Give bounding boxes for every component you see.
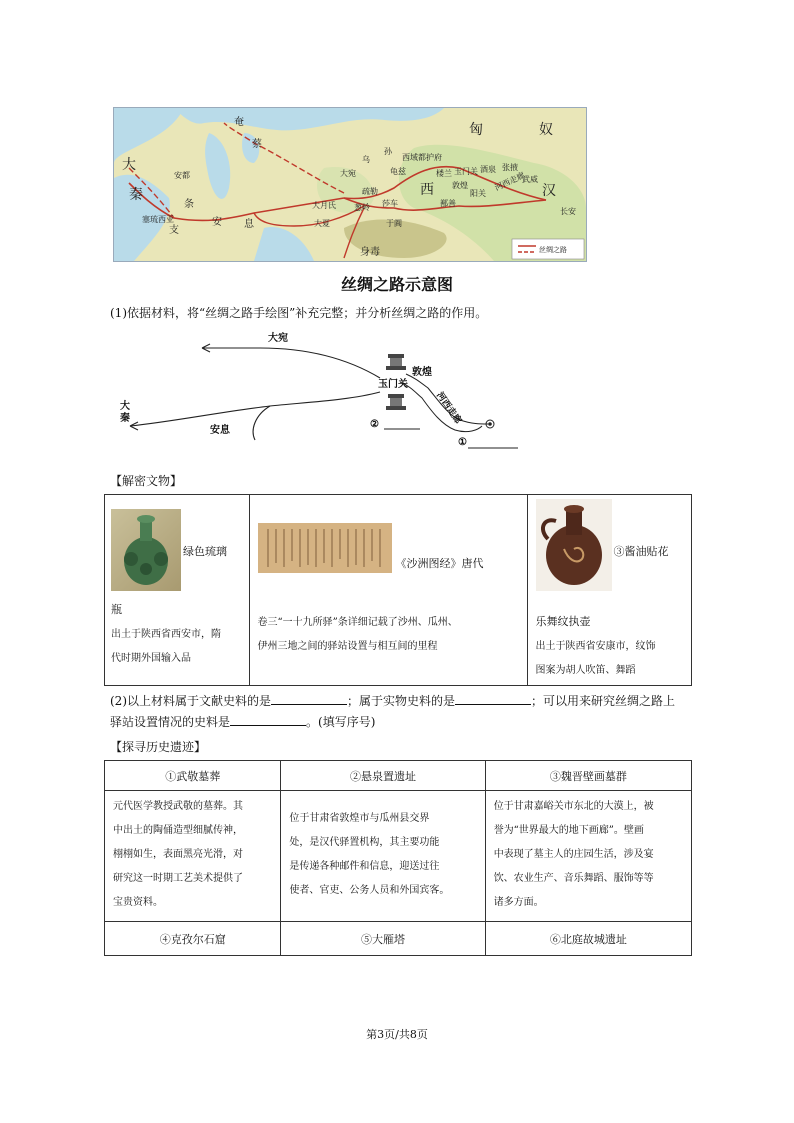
site-3-line: 中表现了墓主人的庄园生活，涉及宴 (493, 849, 654, 860)
relic-2-title: 《沙洲图经》唐代 (395, 557, 484, 570)
map-label-sailing: 塞琉西亚 (142, 215, 174, 224)
site-header-5: ⑤大雁塔 (281, 922, 485, 956)
map-label-xiongnu-1: 匈 (469, 122, 483, 138)
relic-cell-2 (249, 495, 527, 686)
relics-table (104, 494, 692, 686)
site-header-4: ④克孜尔石窟 (105, 922, 281, 956)
site-2-line: 处，是汉代驿置机构，其主要功能 (289, 837, 440, 848)
map-label-dayuan: 大宛 (340, 169, 356, 178)
sketch-label-daqin-2: 秦 (120, 413, 130, 424)
sketch-blank-1: ① (458, 437, 467, 448)
site-1-line: 元代医学教授武敬的墓葬。其 (113, 801, 243, 812)
map-label-da: 大 (122, 157, 136, 173)
question-2 (110, 690, 690, 732)
map-label-shendu: 身毒 (360, 247, 380, 258)
relic-cell-1 (105, 495, 250, 686)
section-sites-heading: 【探寻历史遗迹】 (110, 740, 207, 754)
site-2-line: 是传递各种邮件和信息，迎送过往 (289, 861, 440, 872)
map-label-changan: 长安 (560, 207, 576, 216)
map-graphic (114, 108, 586, 261)
relic-1-desc-2: 代时期外国输入品 (111, 653, 191, 664)
sketch-label-hexi: 河西走廊 (433, 390, 463, 426)
q2-part3: ；可以用来研究丝绸之路上 (531, 694, 676, 708)
relic-3-desc-1: 出土于陕西省安康市，纹饰 (535, 641, 656, 652)
q2-blank-3[interactable] (230, 711, 306, 726)
hand-drawn-sketch (110, 330, 530, 455)
site-2-line: 使者、官吏、公务人员和外国宾客。 (289, 885, 450, 896)
map-label-zhi: 支 (169, 225, 179, 236)
map-label-angdu: 安都 (174, 171, 190, 180)
map-title: 丝绸之路示意图 (340, 275, 453, 294)
map-label-qiuci: 龟兹 (390, 167, 406, 176)
map-label-zhangye: 张掖 (502, 163, 518, 172)
q2-part4: 驿站设置情况的史料是 (110, 715, 231, 729)
site-1-line: 栩栩如生，表面黑亮光滑，对 (113, 849, 243, 860)
map-legend-label: 丝绸之路 (539, 246, 567, 254)
relic-1-desc-1: 出土于陕西省西安市，隋 (111, 629, 221, 640)
site-desc-1 (105, 791, 281, 922)
tower-bottom (386, 394, 406, 410)
site-1-line: 宝贵资料。 (113, 897, 163, 908)
page-footer: 第3页/共8页 (366, 1028, 428, 1041)
map-label-dunhuang: 敦煌 (452, 181, 468, 190)
sketch-label-dayuan: 大宛 (268, 333, 288, 344)
sketch-label-daqin-1: 大 (120, 401, 130, 412)
shazhou-scroll-image (258, 523, 392, 573)
relic-3-title-2: 乐舞纹执壶 (535, 615, 591, 628)
map-label-xi-region: 西 (420, 182, 434, 198)
relic-cell-3 (527, 495, 691, 686)
map-label-daxia: 大夏 (314, 219, 330, 228)
site-2-line: 位于甘肃省敦煌市与瓜州县交界 (289, 813, 430, 824)
site-3-line: 誉为“世界最大的地下画廊”。壁画 (493, 825, 644, 836)
site-header-1: ①武敬墓葬 (105, 761, 281, 791)
sketch-label-dunhuang: 敦煌 (412, 367, 432, 378)
site-3-line: 饮、农业生产、音乐舞蹈、服饰等等 (493, 873, 654, 884)
map-label-yutian: 于阗 (386, 219, 402, 228)
silk-road-map (113, 107, 587, 262)
map-label-xi-anxi: 息 (244, 219, 254, 230)
relic-3-title: ③酱油贴花 (613, 545, 669, 558)
map-label-wu: 乌 (362, 155, 370, 164)
map-label-an: 安 (212, 217, 222, 228)
site-desc-2 (281, 791, 485, 922)
q2-part1: (2)以上材料属于文献史料的是 (110, 694, 271, 708)
map-label-loulan: 楼兰 (436, 169, 452, 178)
map-label-yan: 奄 (234, 117, 244, 128)
question-1: (1)依据材料，将“丝绸之路手绘图”补充完整；并分析丝绸之路的作用。 (110, 306, 488, 320)
map-label-xiongnu-2: 奴 (539, 122, 553, 138)
sketch-label-yumenguan: 玉门关 (378, 379, 408, 390)
ewer-image (536, 499, 612, 591)
site-3-line: 诸多方面。 (493, 897, 544, 908)
map-label-wuwei: 武威 (522, 175, 538, 184)
relic-2-desc-1: 卷三“一十九所驿”条详细记载了沙州、瓜州、 (257, 617, 458, 628)
sketch-blank-2: ② (370, 419, 379, 430)
q2-blank-2[interactable] (455, 690, 531, 705)
site-header-2: ②悬泉置遗址 (281, 761, 485, 791)
site-desc-3 (485, 791, 691, 922)
site-header-3: ③魏晋壁画墓群 (485, 761, 691, 791)
sites-table (104, 760, 692, 956)
map-label-congling: 葱岭 (354, 203, 370, 212)
map-label-han: 汉 (542, 183, 556, 199)
map-label-dayuezhi: 大月氏 (312, 201, 336, 210)
map-label-xiyu-duhu: 西域都护府 (402, 153, 442, 162)
map-label-tiao: 条 (184, 199, 194, 210)
sketch-graphic (110, 330, 530, 455)
map-label-yumenguan: 玉门关 (454, 167, 478, 176)
map-label-yangguan: 阳关 (470, 189, 486, 198)
green-glass-bottle-image (111, 509, 181, 591)
site-header-6: ⑥北庭故城遗址 (485, 922, 691, 956)
map-label-shanshan: 鄯善 (440, 199, 456, 208)
map-label-sun: 孙 (384, 147, 392, 156)
site-1-line: 中出土的陶俑造型细腻传神， (113, 825, 243, 836)
site-3-line: 位于甘肃嘉峪关市东北的大漠上，被 (493, 801, 654, 812)
relic-1-title-2: 瓶 (111, 603, 122, 616)
relic-2-desc-2: 伊州三地之间的驿站设置与相互间的里程 (257, 641, 438, 652)
relic-3-desc-2: 图案为胡人吹笛、舞蹈 (535, 665, 636, 676)
sketch-label-anxi: 安息 (210, 425, 230, 436)
map-label-hexi: 河西走廊 (493, 170, 527, 193)
map-label-shache: 莎车 (382, 199, 398, 208)
tower-top (386, 354, 406, 370)
map-label-shule: 疏勒 (362, 187, 378, 196)
map-label-jiuquan: 酒泉 (480, 165, 496, 174)
site-1-line: 研究这一时期工艺美术提供了 (113, 873, 243, 884)
q2-blank-1[interactable] (271, 690, 347, 705)
relic-1-title: 绿色琉璃 (183, 545, 227, 558)
section-relics-heading: 【解密文物】 (110, 474, 183, 488)
q2-part5: 。(填写序号) (306, 715, 376, 729)
map-label-cai: 蔡 (252, 139, 262, 150)
q2-part2: ；属于实物史料的是 (347, 694, 456, 708)
map-label-qin: 秦 (129, 187, 143, 203)
